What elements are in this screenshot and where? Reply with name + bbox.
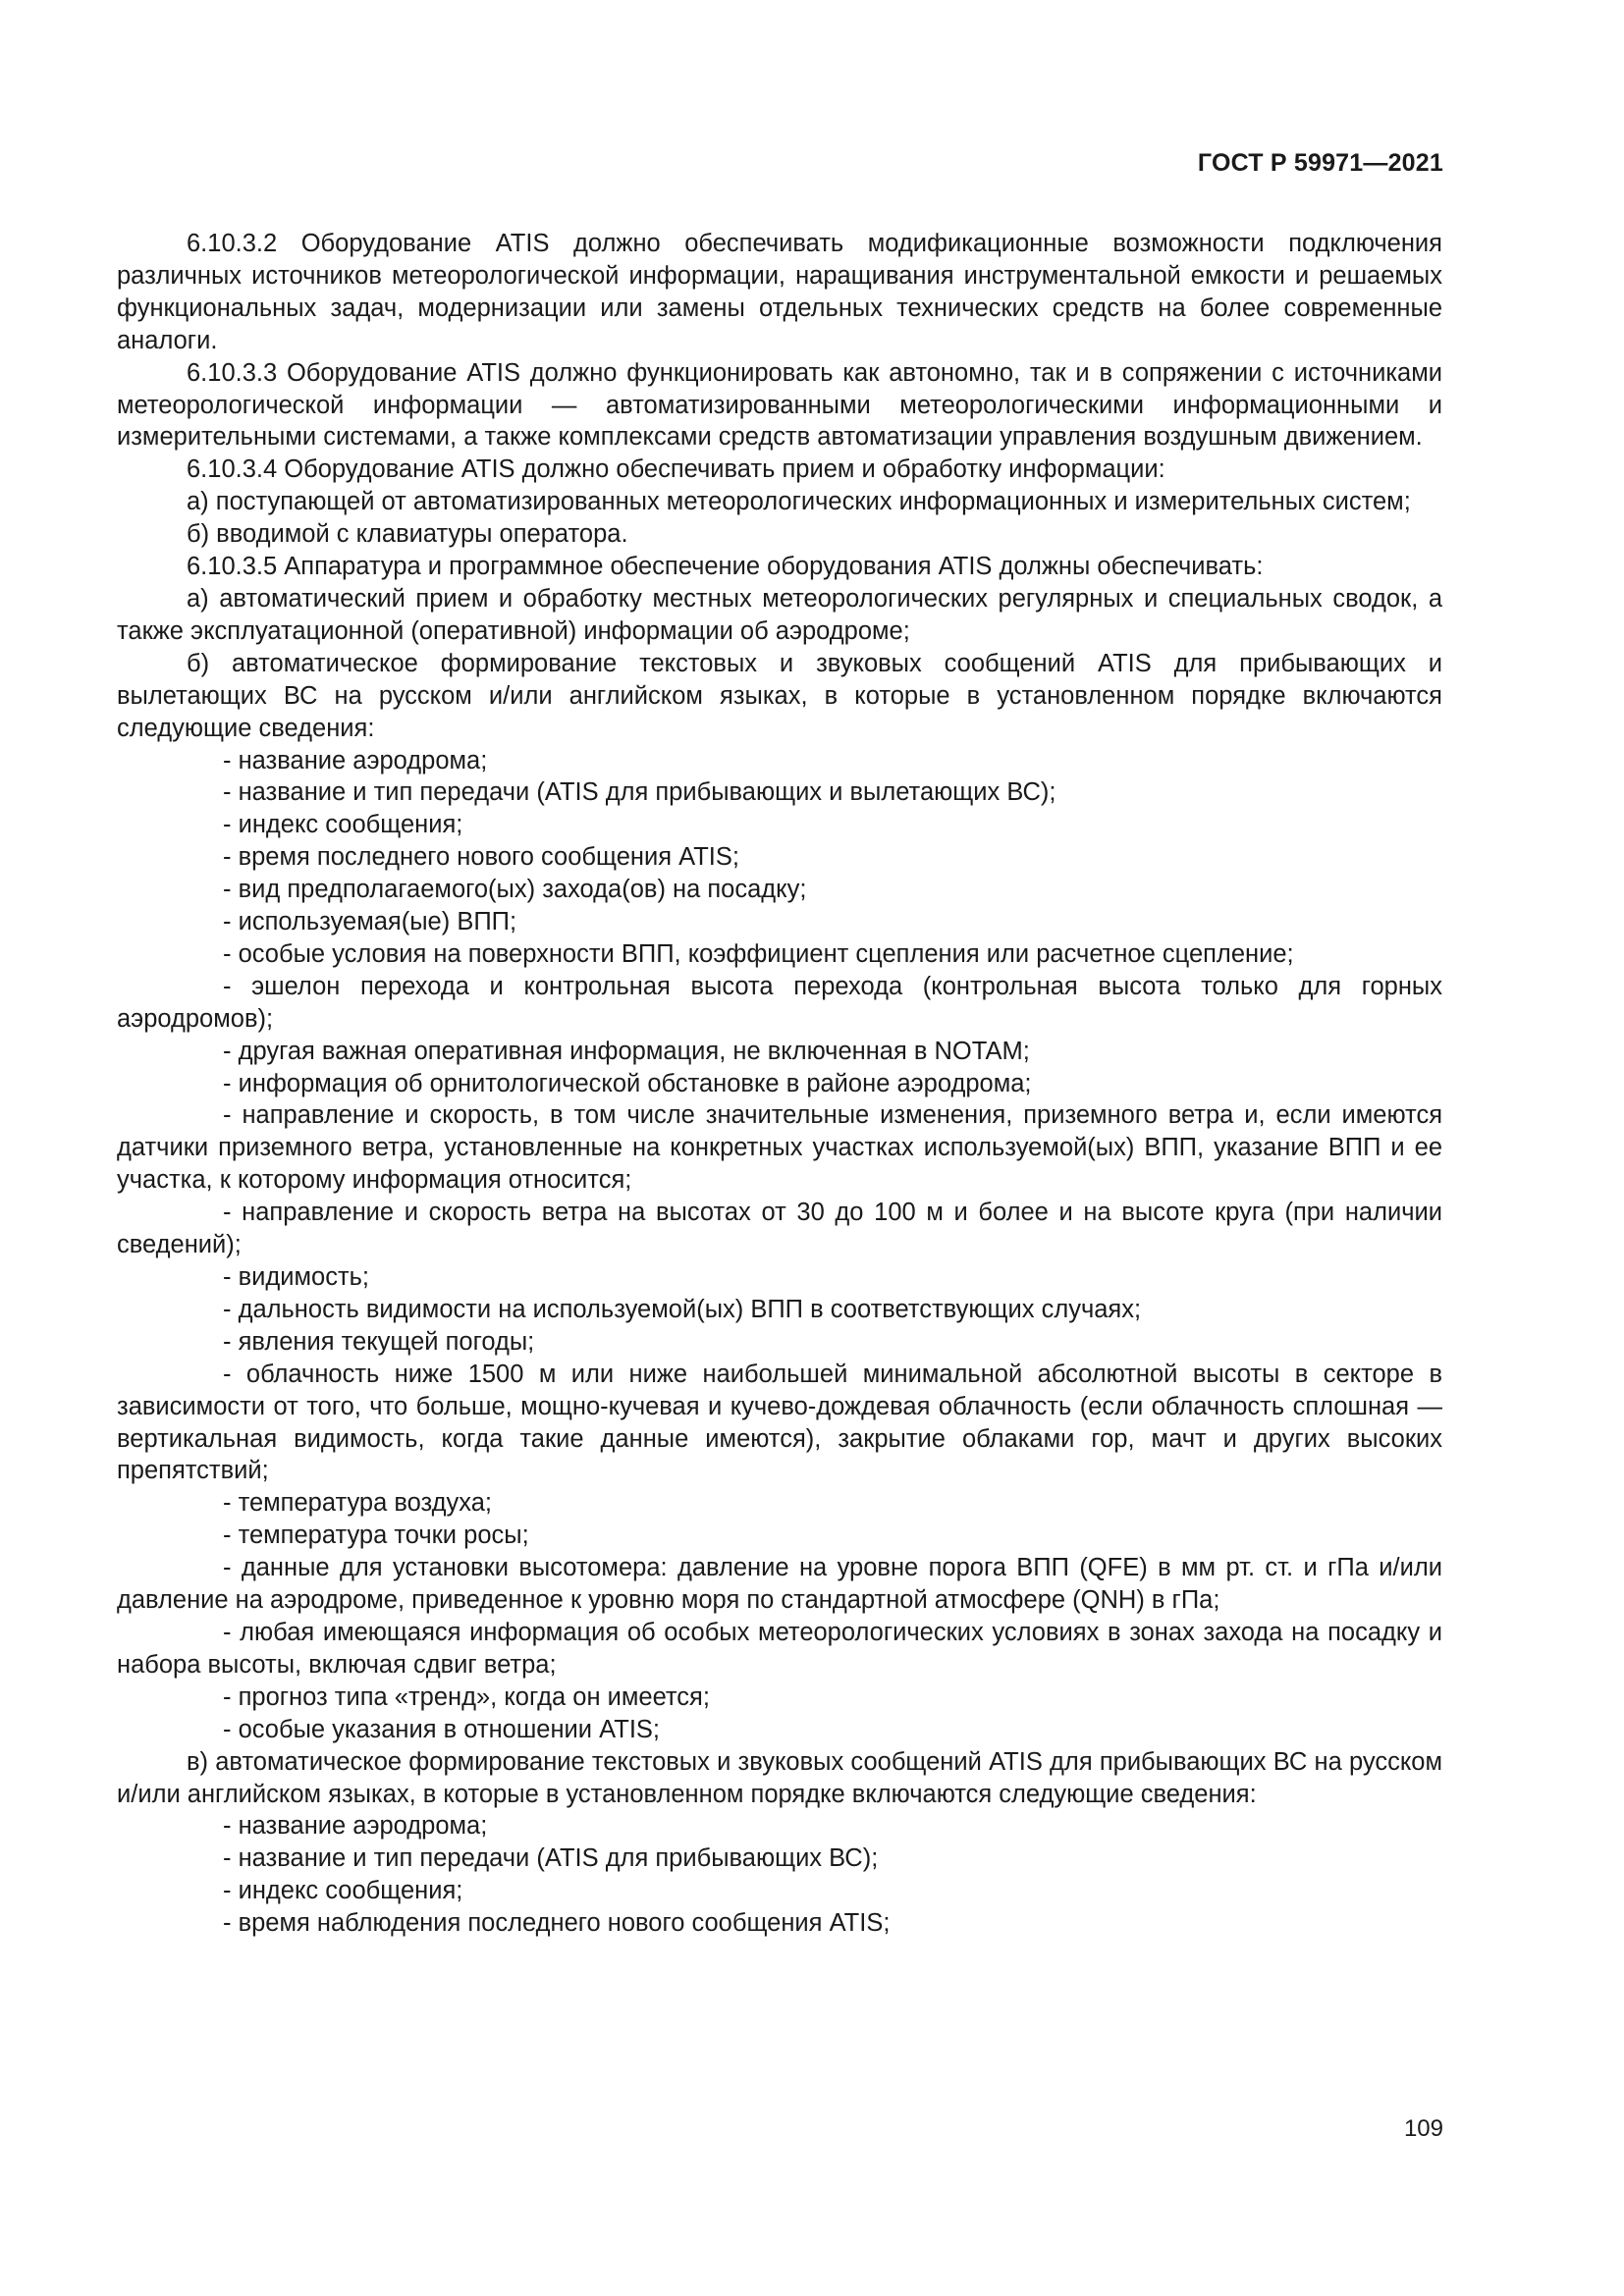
dash-item: - время последнего нового сообщения ATIS; bbox=[117, 841, 1442, 874]
dash-item: - видимость; bbox=[117, 1261, 1442, 1294]
dash-item: - прогноз типа «тренд», когда он имеется; bbox=[117, 1682, 1442, 1714]
dash-item: - название аэродрома; bbox=[117, 1810, 1442, 1842]
list-item-a: а) автоматический прием и обработку местных метеорологических регулярных и специальных сводок, а также эксплуатационной (оперативной) информации об аэродроме; bbox=[117, 584, 1442, 645]
paragraph-6-10-3-5: 6.10.3.5 Аппаратура и программное обеспечение оборудования ATIS должны обеспечивать: bbox=[187, 553, 1264, 581]
paragraph-6-10-3-4: 6.10.3.4 Оборудование ATIS должно обеспечивать прием и обработку информации: bbox=[187, 455, 1165, 484]
dash-item: - направление и скорость ветра на высотах от 30 до 100 м и более и на высоте круга (при наличии сведений); bbox=[117, 1197, 1442, 1261]
dash-item: - направление и скорость, в том числе значительные изменения, приземного ветра и, если имеются датчики приземного ветра, установленные на конкретных участках используемой(ых) ВПП, указание ВПП и ее участка, к которому информация относится; bbox=[117, 1099, 1442, 1197]
dash-item: - время наблюдения последнего нового сообщения ATIS; bbox=[117, 1907, 1442, 1940]
paragraph-6-10-3-2: 6.10.3.2 Оборудование ATIS должно обеспечивать модификационные возможности подключения различных источников метеорологической информации, наращивания инструментальной емкости и решаемых функциональных задач, модернизации или замены отдельных технических средств на более современные аналоги. bbox=[117, 230, 1442, 354]
dash-item: - температура воздуха; bbox=[117, 1487, 1442, 1520]
document-header: ГОСТ Р 59971—2021 bbox=[1197, 149, 1443, 177]
list-item-a: а) поступающей от автоматизированных метеорологических информационных и измерительных систем; bbox=[187, 488, 1411, 516]
dash-item: - другая важная оперативная информация, не включенная в NOTAM; bbox=[117, 1036, 1442, 1068]
dash-item: - явления текущей погоды; bbox=[117, 1326, 1442, 1359]
dash-item: - температура точки росы; bbox=[117, 1520, 1442, 1552]
dash-item: - особые указания в отношении ATIS; bbox=[117, 1714, 1442, 1746]
dash-item: - индекс сообщения; bbox=[117, 1875, 1442, 1907]
list-item-b: б) вводимой с клавиатуры оператора. bbox=[187, 520, 628, 549]
list-item-v: в) автоматическое формирование текстовых и звуковых сообщений ATIS для прибывающих ВС на русском и/или английском языках, в которые в установленном порядке включаются следующие сведения: bbox=[117, 1747, 1442, 1808]
dash-item: - используемая(ые) ВПП; bbox=[117, 906, 1442, 938]
dash-item: - индекс сообщения; bbox=[117, 809, 1442, 841]
document-body bbox=[117, 228, 1442, 1940]
list-item-b: б) автоматическое формирование текстовых и звуковых сообщений ATIS для прибывающих и вылетающих ВС на русском и/или английском языках, в которые в установленном порядке включаются следующие сведения: bbox=[117, 649, 1442, 742]
dash-item: - облачность ниже 1500 м или ниже наибольшей минимальной абсолютной высоты в секторе в зависимости от того, что больше, мощно-кучевая и кучево-дождевая облачность (если облачность сплошная — вертикальная видимость, когда такие данные имеются), закрытие облаками гор, мачт и других высоких препятствий; bbox=[117, 1359, 1442, 1488]
paragraph-6-10-3-3: 6.10.3.3 Оборудование ATIS должно функционировать как автономно, так и в сопряжении с источниками метеорологической информации — автоматизированными метеорологическими информационными и измерительными системами, а также комплексами средств автоматизации управления воздушным движением. bbox=[117, 358, 1442, 452]
dash-item: - дальность видимости на используемой(ых) ВПП в соответствующих случаях; bbox=[117, 1294, 1442, 1326]
dash-item: - название и тип передачи (ATIS для прибывающих ВС); bbox=[117, 1842, 1442, 1875]
dash-item: - название аэродрома; bbox=[117, 745, 1442, 777]
page-number: 109 bbox=[1403, 2115, 1443, 2142]
dash-item: - данные для установки высотомера: давление на уровне порога ВПП (QFE) в мм рт. ст. и гПа и/или давление на аэродроме, приведенное к уровню моря по стандартной атмосфере (QNH) в гПа; bbox=[117, 1552, 1442, 1617]
dash-item: - информация об орнитологической обстановке в районе аэродрома; bbox=[117, 1068, 1442, 1100]
dash-item: - название и тип передачи (ATIS для прибывающих и вылетающих ВС); bbox=[117, 776, 1442, 809]
dash-item: - особые условия на поверхности ВПП, коэффициент сцепления или расчетное сцепление; bbox=[117, 938, 1442, 971]
dash-item: - вид предполагаемого(ых) захода(ов) на посадку; bbox=[117, 874, 1442, 906]
dash-item: - эшелон перехода и контрольная высота перехода (контрольная высота только для горных аэродромов); bbox=[117, 971, 1442, 1036]
dash-item: - любая имеющаяся информация об особых метеорологических условиях в зонах захода на посадку и набора высоты, включая сдвиг ветра; bbox=[117, 1617, 1442, 1682]
